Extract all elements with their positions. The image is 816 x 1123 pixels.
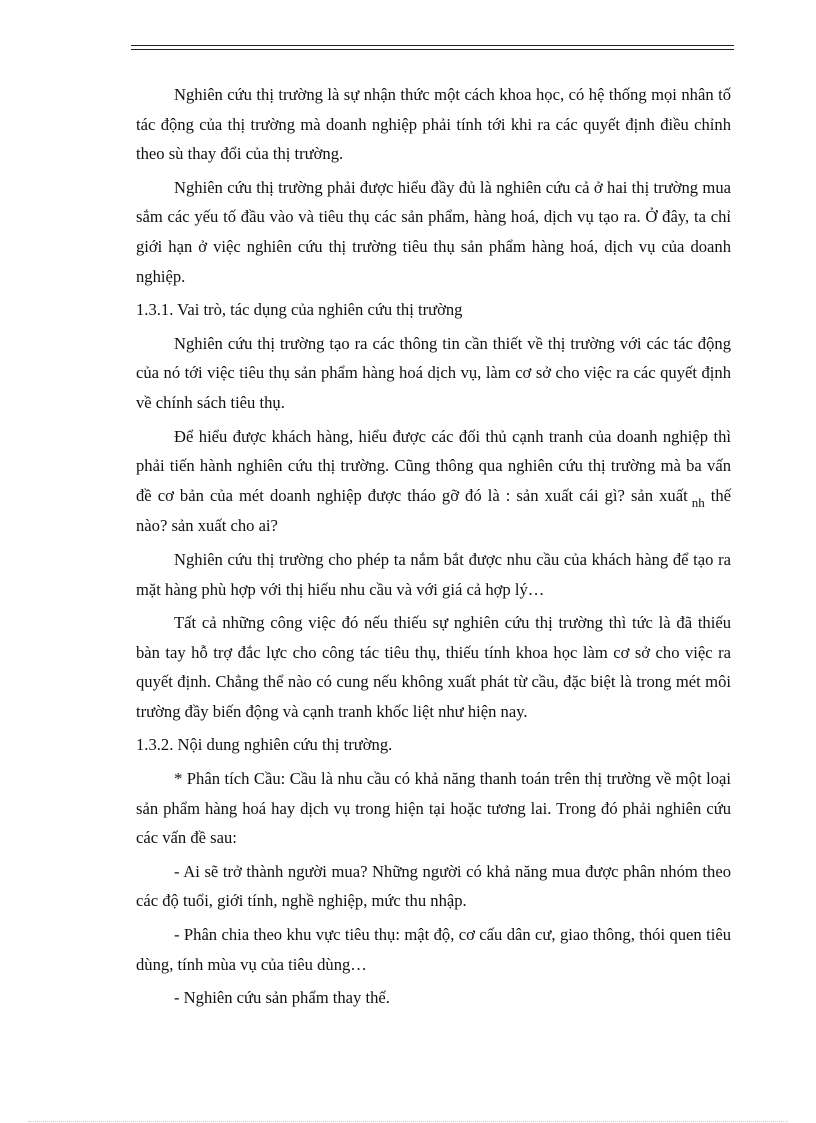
paragraph-role: Nghiên cứu thị trường tạo ra các thông tin cần thiết về thị trường với các tác động của nó tới việc tiêu thụ sản phẩm hàng hoá dịch vụ, làm cơ sở cho việc ra các quyết định về chính sách tiêu thụ. bbox=[136, 333, 731, 412]
list-item-buyers: - Ai sẽ trở thành người mua? Những người có khả năng mua được phân nhóm theo các độ tuổi, giới tính, nghề nghiệp, mức thu nhập. bbox=[136, 861, 731, 911]
list-item-substitutes: - Nghiên cứu sản phẩm thay thế. bbox=[174, 988, 390, 1008]
header-rule-top bbox=[131, 45, 734, 46]
paragraph-scope: Nghiên cứu thị trường phải được hiểu đầy đủ là nghiên cứu cả ở hai thị trường mua sắm các yếu tố đầu vào và tiêu thụ các sản phẩm, hàng hoá, dịch vụ tạo ra. Ở đây, ta chỉ giới hạn ở việc nghiên cứu thị trường tiêu thụ sản phẩm hàng hoá, dịch vụ của doanh nghiệp. bbox=[136, 177, 731, 286]
stray-subscript: nh bbox=[691, 494, 705, 510]
paragraph-definition: Nghiên cứu thị trường là sự nhận thức một cách khoa học, có hệ thống mọi nhân tố tác động của thị trường mà doanh nghiệp phải tính tới khi ra các quyết định điều chỉnh theo sù thay đổi của thị trường. bbox=[136, 85, 731, 164]
page-bottom-edge bbox=[28, 1121, 788, 1122]
header-rule-bottom bbox=[131, 49, 734, 50]
list-item-regions: - Phân chia theo khu vực tiêu thụ: mật độ, cơ cấu dân cư, giao thông, thói quen tiêu dùng, tính mùa vụ của tiêu dùng… bbox=[136, 925, 731, 974]
section-heading-1-3-1: 1.3.1. Vai trò, tác dụng của nghiên cứu thị trường bbox=[136, 300, 463, 320]
paragraph-needs: Nghiên cứu thị trường cho phép ta nắm bắt được nhu cầu của khách hàng để tạo ra mặt hàng phù hợp với thị hiếu nhu cầu và với giá cả hợp lý… bbox=[136, 549, 731, 599]
paragraph-importance: Tất cả những công việc đó nếu thiếu sự nghiên cứu thị trường thì tức là đã thiếu bàn tay hỗ trợ đắc lực cho công tác tiêu thụ, thiếu tính khoa học làm cơ sở cho việc ra quyết định. Chẳng thể nào có cung nếu không xuất phát từ cầu, đặc biệt là trong mét môi trường đầy biến động và cạnh tranh khốc liệt như hiện nay. bbox=[136, 613, 731, 721]
paragraph-understanding-text: Để hiểu được khách hàng, hiểu được các đối thủ cạnh tranh của doanh nghiệp thì phải tiến hành nghiên cứu thị trường. Cũng thông qua nghiên cứu thị trường mà ba vấn đề cơ bản của mét doanh nghiệp được tháo gỡ đó là : sản xuất cái gì? sản xuất bbox=[136, 426, 731, 505]
paragraph-understanding bbox=[136, 422, 731, 541]
document-body bbox=[136, 80, 731, 1017]
paragraph-demand-analysis: * Phân tích Cầu: Cầu là nhu cầu có khả năng thanh toán trên thị trường về một loại sản phẩm hàng hoá hay dịch vụ trong hiện tại hoặc tương lai. Trong đó phải nghiên cứu các vấn đề sau: bbox=[136, 769, 731, 848]
paragraph-understanding-tail: thế nào? sản xuất cho ai? bbox=[136, 485, 731, 536]
section-heading-1-3-2: 1.3.2. Nội dung nghiên cứu thị trường. bbox=[136, 735, 393, 755]
